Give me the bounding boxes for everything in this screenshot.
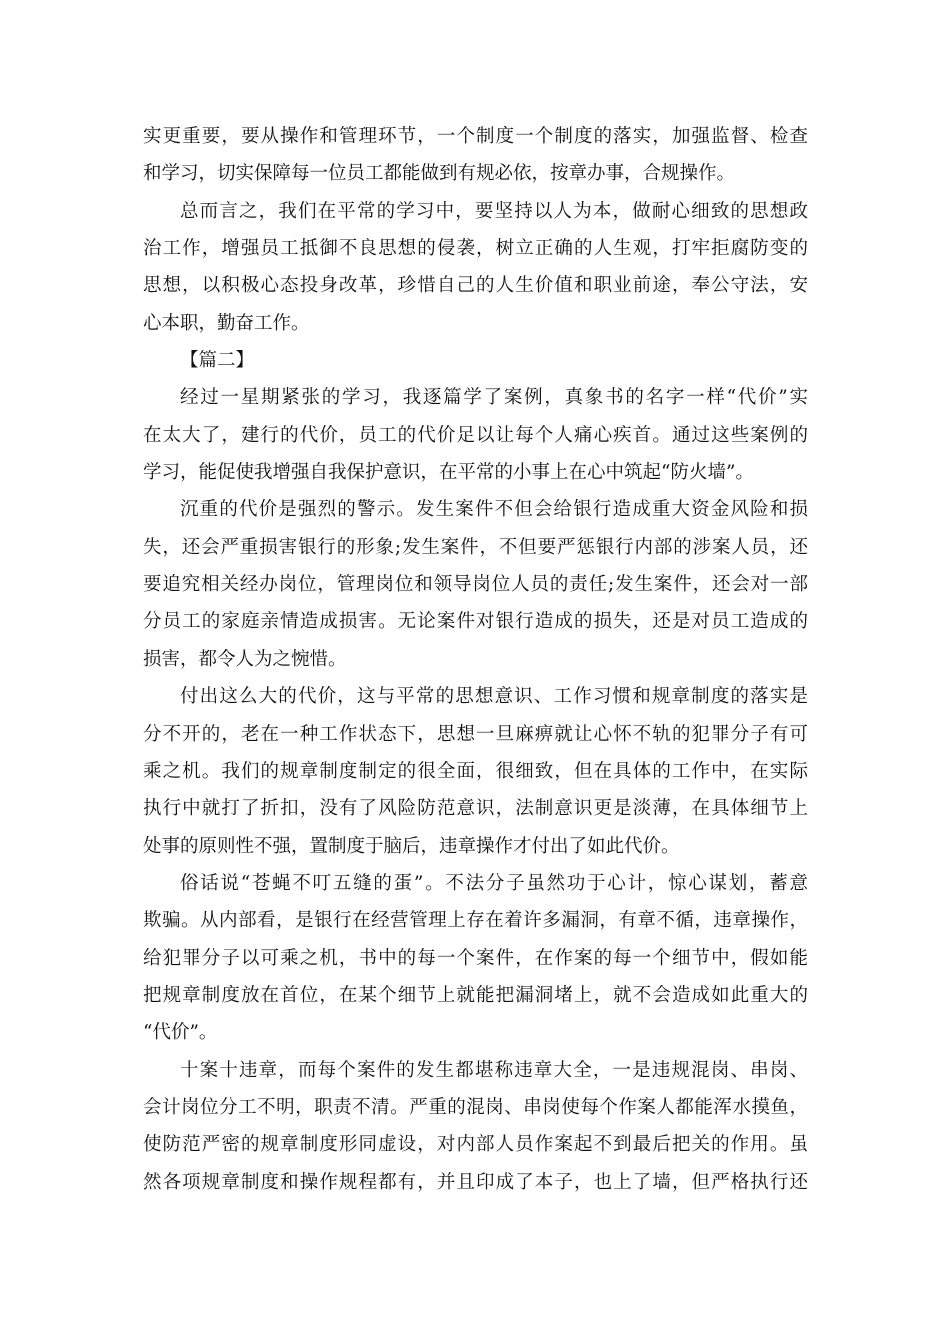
text-line: 总而言之，我们在平常的学习中，要坚持以人为本，做耐心细致的思想政 xyxy=(180,200,808,222)
text-line: 沉重的代价是强烈的警示。发生案件不但会给银行造成重大资金风险和损 xyxy=(180,499,808,521)
text-line: 使防范严密的规章制度形同虚设，对内部人员作案起不到最后把关的作用。虽 xyxy=(143,1134,808,1156)
text-line: 十案十违章，而每个案件的发生都堪称违章大全，一是违规混岗、串岗、 xyxy=(180,1059,808,1081)
text-line: 然各项规章制度和操作规程都有，并且印成了本子，也上了墙，但严格执行还 xyxy=(143,1171,808,1193)
section-heading: 【篇二】 xyxy=(180,350,255,372)
text-line: 治工作，增强员工抵御不良思想的侵袭，树立正确的人生观，打牢拒腐防变的 xyxy=(143,238,808,260)
text-line: 思想，以积极心态投身改革，珍惜自己的人生价值和职业前途，奉公守法，安 xyxy=(143,275,808,297)
text-line: 处事的原则性不强，置制度于脑后，违章操作才付出了如此代价。 xyxy=(143,835,680,857)
text-line: 欺骗。从内部看，是银行在经营管理上存在着许多漏洞，有章不循，违章操作， xyxy=(143,910,808,932)
text-line: 给犯罪分子以可乘之机，书中的每一个案件，在作案的每一个细节中，假如能 xyxy=(143,947,808,969)
text-line: 在太大了，建行的代价，员工的代价足以让每个人痛心疾首。通过这些案例的 xyxy=(143,424,808,446)
text-line: 俗话说“苍蝇不叮五缝的蛋”。不法分子虽然功于心计，惊心谋划，蓄意 xyxy=(180,872,808,894)
text-line: 乘之机。我们的规章制度制定的很全面，很细致，但在具体的工作中，在实际 xyxy=(143,760,808,782)
text-line: 要追究相关经办岗位，管理岗位和领导岗位人员的责任;发生案件，还会对一部 xyxy=(143,574,808,596)
text-line: 实更重要，要从操作和管理环节，一个制度一个制度的落实，加强监督、检查 xyxy=(143,126,808,147)
document-page xyxy=(143,118,808,1201)
text-line: 心本职，勤奋工作。 xyxy=(143,312,310,334)
text-line: 和学习，切实保障每一位员工都能做到有规必依，按章办事，合规操作。 xyxy=(143,163,736,185)
text-line: 把规章制度放在首位，在某个细节上就能把漏洞堵上，就不会造成如此重大的 xyxy=(143,984,808,1006)
text-line: 执行中就打了折扣，没有了风险防范意识，法制意识更是淡薄，在具体细节上 xyxy=(143,798,808,820)
text-line: 付出这么大的代价，这与平常的思想意识、工作习惯和规章制度的落实是 xyxy=(180,686,808,708)
text-line: 经过一星期紧张的学习，我逐篇学了案例，真象书的名字一样“代价”实 xyxy=(180,387,808,409)
text-line: 分不开的，老在一种工作状态下，思想一旦麻痹就让心怀不轨的犯罪分子有可 xyxy=(143,723,808,745)
text-line: 失，还会严重损害银行的形象;发生案件，不但要严惩银行内部的涉案人员，还 xyxy=(143,536,808,558)
text-line: 会计岗位分工不明，职责不清。严重的混岗、串岗使每个作案人都能浑水摸鱼， xyxy=(143,1096,808,1118)
text-line: 学习，能促使我增强自我保护意识，在平常的小事上在心中筑起“防火墙”。 xyxy=(143,462,754,484)
text-line: 分员工的家庭亲情造成损害。无论案件对银行造成的损失，还是对员工造成的 xyxy=(143,611,808,633)
text-line: 损害，都令人为之惋惜。 xyxy=(143,648,347,670)
text-line: “代价”。 xyxy=(143,1022,218,1044)
